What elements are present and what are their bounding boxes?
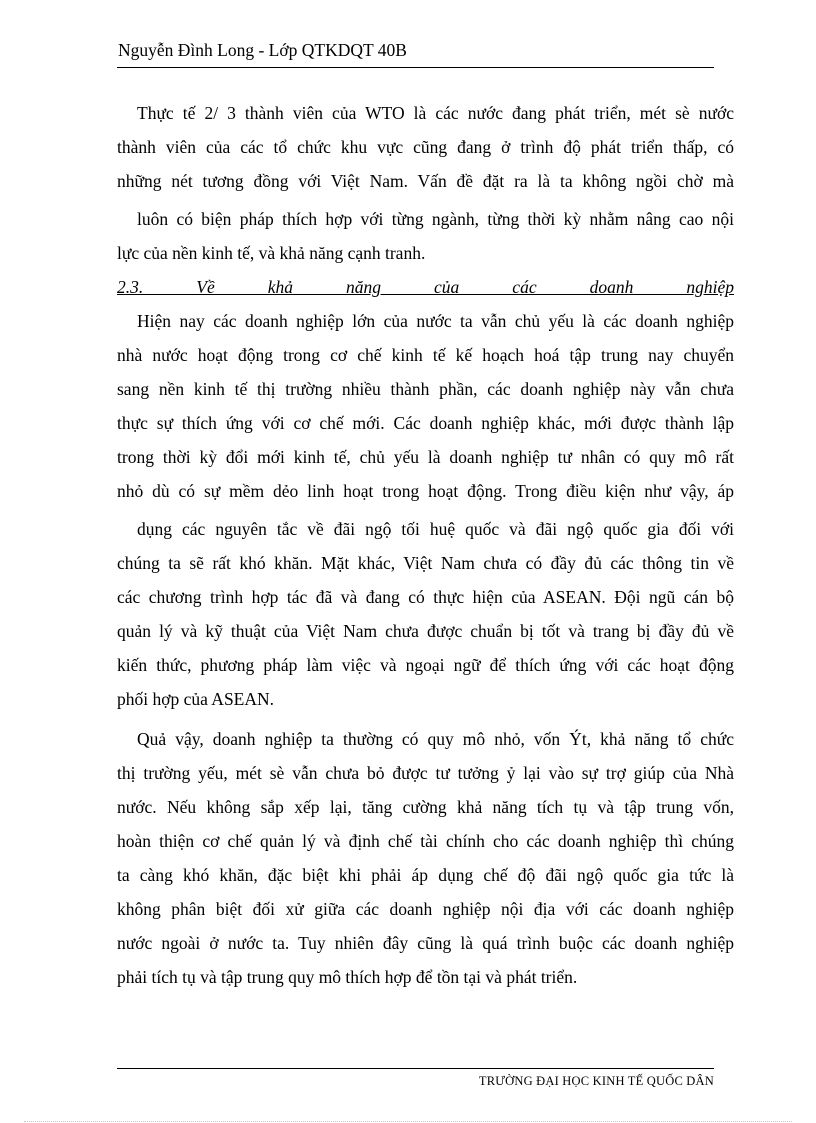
text-line: thành viên của các tổ chức khu vực cũng đang ở trình độ phát triển thấp, có xyxy=(117,137,734,157)
text-line: thực sự thích ứng với cơ chế mới. Các doanh nghiệp khác, mới được thành lập xyxy=(117,413,734,433)
page-edge-divider xyxy=(24,1121,792,1122)
text-line: nhỏ dù có sự mềm dẻo linh hoạt trong hoạt động. Trong điều kiện như vậy, áp xyxy=(117,481,734,501)
text-line: chúng ta sẽ rất khó khăn. Mặt khác, Việt Nam chưa có đầy đủ các thông tin về xyxy=(117,553,734,573)
text-line: kiến thức, phương pháp làm việc và ngoại ngữ để thích ứng với các hoạt động xyxy=(117,655,734,675)
text-line: phải tích tụ và tập trung quy mô thích hợp để tồn tại và phát triển. xyxy=(117,967,578,987)
footer-text: TRƯỜNG ĐẠI HỌC KINH TẾ QUỐC DÂN xyxy=(478,1074,714,1088)
section-heading: 2.3. Về khả năng của các doanh nghiệp xyxy=(117,277,734,297)
text-line: ta càng khó khăn, đặc biệt khi phải áp dụng chế độ đãi ngộ quốc gia tức là xyxy=(117,865,734,885)
header-divider xyxy=(117,67,714,68)
text-line: phối hợp của ASEAN. xyxy=(117,689,275,709)
page-header xyxy=(118,36,714,64)
text-line: dụng các nguyên tắc về đãi ngộ tối huệ quốc và đãi ngộ quốc gia đối với xyxy=(137,519,734,539)
text-line: sang nền kinh tế thị trường nhiều thành phần, các doanh nghiệp này vẫn chưa xyxy=(117,379,734,399)
text-line: hoàn thiện cơ chế quản lý và định chế tài chính cho các doanh nghiệp thì chúng xyxy=(117,831,734,851)
text-line: những nét tương đồng với Việt Nam. Vấn đề đặt ra là ta không ngồi chờ mà xyxy=(117,171,734,191)
text-line: nước ngoài ở nước ta. Tuy nhiên đây cũng là quá trình buộc các doanh nghiệp xyxy=(117,933,734,953)
text-line: nước. Nếu không sắp xếp lại, tăng cường khả năng tích tụ và tập trung vốn, xyxy=(117,797,734,817)
text-line: Hiện nay các doanh nghiệp lớn của nước ta vẫn chủ yếu là các doanh nghiệp xyxy=(137,311,734,331)
text-line: Thực tế 2/ 3 thành viên của WTO là các nước đang phát triển, mét sè nước xyxy=(137,103,734,123)
text-line: nhà nước hoạt động trong cơ chế kinh tế kế hoạch hoá tập trung nay chuyển xyxy=(117,345,734,365)
text-line: trong thời kỳ đổi mới kinh tế, chủ yếu là doanh nghiệp tư nhân có quy mô rất xyxy=(117,447,734,467)
text-line: Quả vậy, doanh nghiệp ta thường có quy mô nhỏ, vốn Ýt, khả năng tổ chức xyxy=(137,729,734,749)
text-line: các chương trình hợp tác đã và đang có thực hiện của ASEAN. Đội ngũ cán bộ xyxy=(117,587,734,607)
document-body xyxy=(117,96,734,994)
header-title: Nguyễn Đình Long - Lớp QTKDQT 40B xyxy=(118,40,407,60)
text-line: không phân biệt đối xử giữa các doanh nghiệp nội địa với các doanh nghiệp xyxy=(117,899,734,919)
text-line: thị trường yếu, mét sè vẫn chưa bỏ được tư tưởng ỷ lại vào sự trợ giúp của Nhà xyxy=(117,763,734,783)
footer-divider xyxy=(117,1068,714,1069)
text-line: quản lý và kỹ thuật của Việt Nam chưa được chuẩn bị tốt và trang bị đầy đủ về xyxy=(117,621,734,641)
text-line: lực của nền kinh tế, và khả năng cạnh tranh. xyxy=(117,243,426,263)
text-line: luôn có biện pháp thích hợp với từng ngành, từng thời kỳ nhằm nâng cao nội xyxy=(137,209,734,229)
page-footer xyxy=(479,1072,714,1090)
